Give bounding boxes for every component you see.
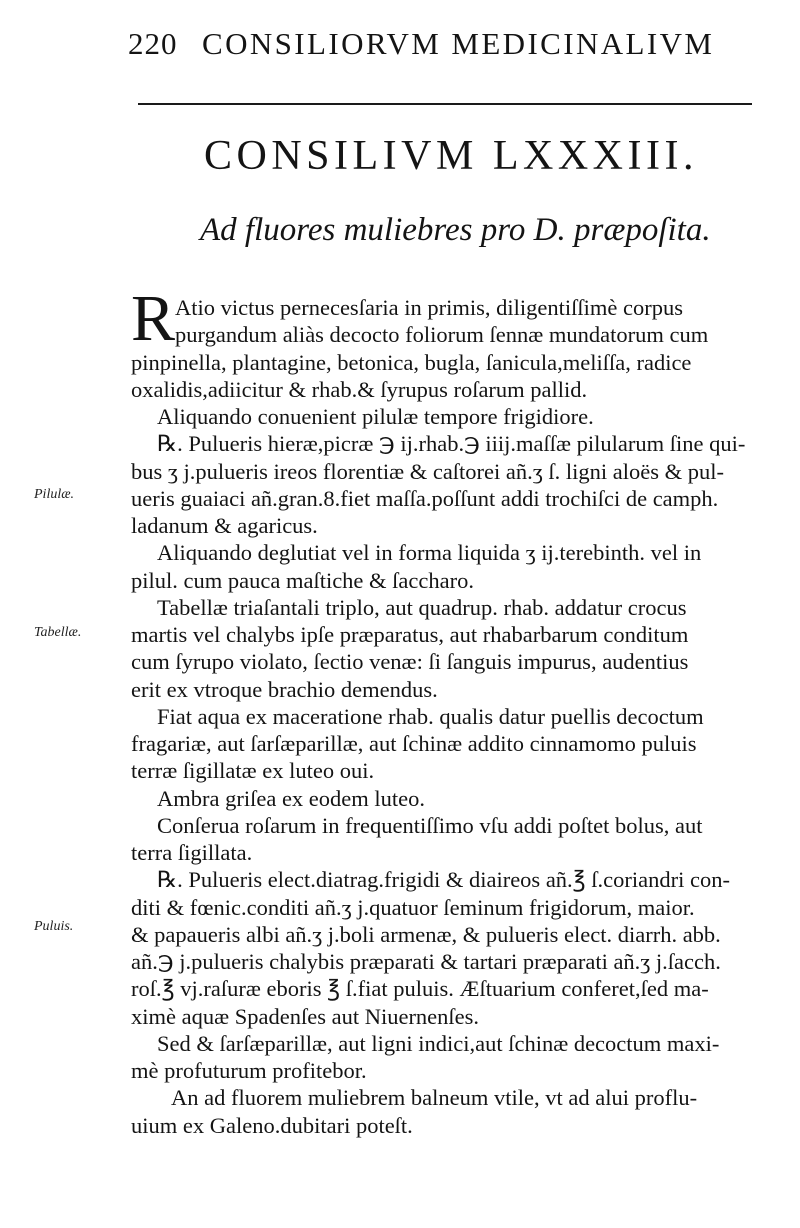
text-line: ℞. Pulueris hieræ,picræ ℈ ij.rhab.℈ iiij.maſſæ pilularum ſine qui- [157, 431, 746, 457]
running-title: CONSILIORVM MEDICINALIVM [202, 26, 715, 61]
text-line: Aliquando deglutiat vel in forma liquida ʒ ij.terebinth. vel in [157, 540, 702, 566]
text-line: Sed & ſarſæparillæ, aut ligni indici,aut ſchinæ decoctum maxi- [157, 1030, 720, 1056]
margin-note-puluis: Puluis. [34, 919, 74, 934]
text-line: An ad fluorem muliebrem balneum vtile, vt ad alui proflu- [171, 1085, 698, 1111]
text-line: fragariæ, aut ſarſæparillæ, aut ſchinæ addito cinnamomo puluis [131, 731, 697, 756]
text-line: roſ.℥ vj.raſuræ eboris ℥ ſ.fiat puluis. Æſtuarium conferet,ſed ma- [131, 976, 709, 1002]
header-rule [138, 103, 752, 105]
text-line: Tabellæ triaſantali triplo, aut quadrup. rhab. addatur crocus [157, 594, 687, 620]
text-line: mè profuturum profitebor. [131, 1058, 367, 1083]
page-number: 220 [128, 26, 178, 61]
text-line: ℞. Pulueris elect.diatrag.frigidi & diaireos añ.℥ ſ.coriandri con- [157, 867, 730, 893]
text-line: diti & fœnic.conditi añ.ʒ j.quatuor ſeminum frigidorum, maior. [131, 894, 695, 920]
text-line: martis vel chalybs ipſe præparatus, aut rhabarbarum conditum [131, 622, 689, 647]
text-line: Fiat aqua ex maceratione rhab. qualis datur puellis decoctum [157, 703, 704, 729]
chapter-title: CONSILIVM LXXXIII. [204, 133, 698, 179]
text-line: oxalidis,adiicitur & rhab.& ſyrupus roſarum pallid. [131, 376, 588, 402]
text-line: Ambra griſea ex eodem luteo. [157, 785, 426, 811]
text-line: bus ʒ j.pulueris ireos florentiæ & caſtorei añ.ʒ ſ. ligni aloës & pul- [131, 458, 724, 484]
body-text [131, 294, 771, 1139]
text-line: Aliquando conuenient pilulæ tempore frigidiore. [157, 404, 594, 429]
text-line: terra ſigillata. [131, 840, 253, 865]
chapter-subtitle: Ad fluores muliebres pro D. præpoſita. [200, 212, 711, 248]
margin-note-pilulae: Pilulæ. [34, 487, 75, 502]
margin-note-tabellae: Tabellæ. [34, 625, 82, 640]
text-line: Atio victus pernecesſaria in primis, diligentiſſimè corpus [175, 295, 684, 320]
text-line: ueris guaiaci añ.gran.8.fiet maſſa.poſſunt addi trochiſci de camph. [131, 485, 719, 511]
text-line: ladanum & agaricus. [131, 513, 318, 538]
text-line: añ.℈ j.pulueris chalybis præparati & tartari præparati añ.ʒ j.ſacch. [131, 949, 721, 974]
page-header [128, 22, 748, 66]
text-line: purgandum aliàs decocto foliorum ſennæ mundatorum cum [175, 322, 709, 348]
text-line: & papaueris albi añ.ʒ j.boli armenæ, & pulueris elect. diarrh. abb. [131, 921, 721, 947]
text-line: Conſerua roſarum in frequentiſſimo vſu addi poſtet bolus, aut [157, 812, 703, 838]
text-line: pilul. cum pauca maſtiche & ſaccharo. [131, 567, 474, 593]
text-line: pinpinella, plantagine, betonica, bugla, ſanicula,meliſſa, radice [131, 349, 692, 375]
text-line: uium ex Galeno.dubitari poteſt. [131, 1112, 413, 1138]
text-line: ximè aquæ Spadenſes aut Niuernenſes. [131, 1003, 480, 1029]
text-line: cum ſyrupo violato, ſectio venæ: ſi ſanguis impurus, audentius [131, 649, 689, 675]
text-line: erit ex vtroque brachio demendus. [131, 676, 438, 702]
drop-capital: R [131, 282, 176, 355]
text-line: terræ ſigillatæ ex luteo oui. [131, 758, 375, 784]
